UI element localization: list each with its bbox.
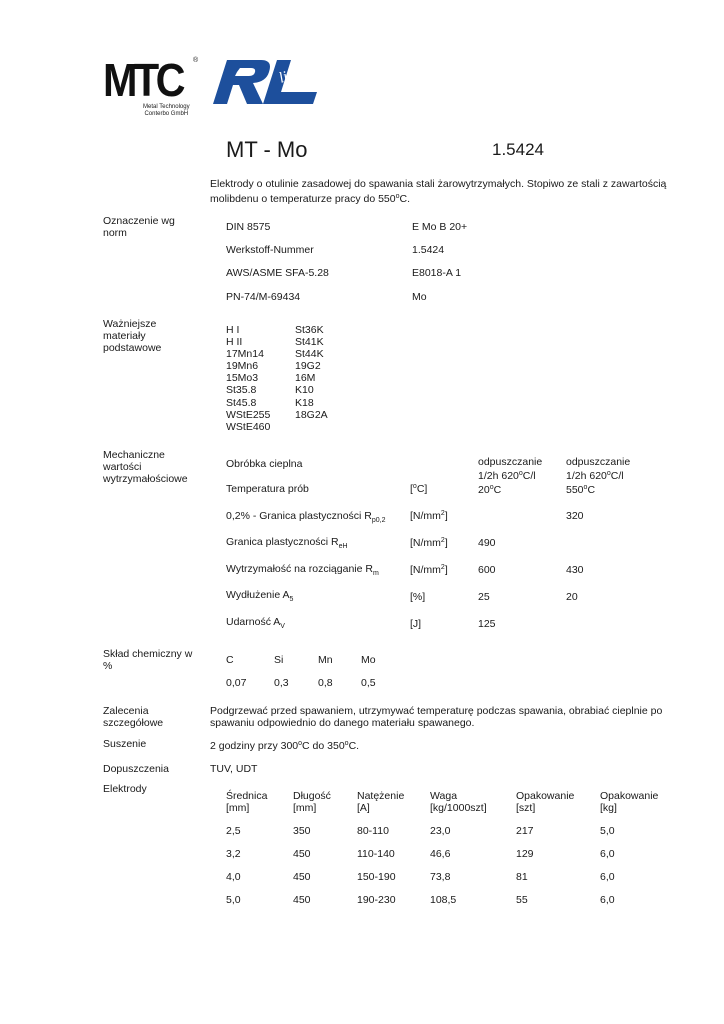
mechanical-row-unit (410, 564, 448, 577)
material-item: WStE460 (226, 420, 271, 433)
property-sub: p0,2 (371, 517, 386, 524)
electrodes-header (600, 790, 658, 814)
header-name: Waga (430, 790, 458, 802)
table-cell: 4,0 (226, 871, 241, 883)
property-name: 0,2% - Granica plastyczności R (226, 510, 372, 522)
description-line2 (210, 193, 410, 206)
electrodes-header (516, 790, 574, 814)
table-cell: 217 (516, 825, 534, 837)
material-item: 19Mn6 (226, 360, 259, 373)
material-item: 15Mo3 (226, 372, 259, 385)
mechanical-row-name (226, 510, 386, 523)
chemical-label: Skład chemiczny w % (103, 648, 193, 672)
materials-label: Ważniejsze materiały podstawowe (103, 318, 162, 354)
header-name: Opakowanie (516, 790, 575, 802)
table-cell: 3,2 (226, 848, 241, 860)
standard-name: Werkstoff-Nummer (226, 244, 314, 256)
header-unit: [mm] (226, 802, 250, 814)
col2-head-line3 (566, 483, 630, 497)
rl-logo-graphic (209, 56, 319, 108)
col2-head-unit: C (587, 484, 596, 496)
material-item: St41K (295, 336, 324, 349)
material-item: 19G2 (295, 360, 321, 373)
electrodes-header (226, 790, 267, 814)
mechanical-label: Mechaniczne wartości wytrzymałościowe (103, 449, 188, 485)
degree-sup: o (412, 483, 417, 490)
material-item: 16M (295, 372, 316, 385)
property-name: Wytrzymałość na rozciąganie R (226, 563, 373, 575)
materials-col2 (295, 324, 328, 421)
col2-head-line2 (566, 469, 630, 483)
col1-head-line2 (478, 469, 542, 483)
mechanical-row-unit (410, 537, 448, 550)
material-item: K18 (295, 396, 314, 409)
mechanical-row-v2: 430 (566, 564, 584, 576)
element-symbol: Mo (361, 654, 376, 666)
degree-sup: o (583, 484, 588, 491)
mechanical-row-name (226, 563, 379, 576)
degree-sup: o (606, 470, 611, 477)
registered-mark: ® (193, 57, 199, 64)
table-cell: 108,5 (430, 894, 457, 906)
property-sub: m (372, 570, 379, 577)
material-item: WStE255 (226, 408, 271, 421)
table-cell: 6,0 (600, 848, 615, 860)
material-item: H II (226, 336, 243, 349)
table-cell: 2,5 (226, 825, 241, 837)
table-cell: 73,8 (430, 871, 451, 883)
standard-value: E Mo B 20+ (412, 221, 468, 233)
mechanical-row-name (226, 536, 348, 549)
description-text-end: C. (399, 193, 411, 205)
mechanical-row-v1: 25 (478, 591, 490, 603)
table-cell: 5,0 (600, 825, 615, 837)
unit-text: [N/mm (410, 564, 441, 576)
material-item: 18G2A (295, 408, 328, 421)
table-cell: 190-230 (357, 894, 396, 906)
standard-name: PN-74/M-69434 (226, 291, 301, 303)
drying-text-c: C. (348, 740, 360, 752)
mechanical-row-unit (410, 591, 425, 604)
material-item: St44K (295, 348, 324, 361)
electrodes-header (430, 790, 487, 814)
material-item: St35.8 (226, 384, 257, 397)
property-sub: eH (338, 543, 348, 550)
col1-head-text-end: C/l (522, 470, 536, 482)
standard-name: DIN 8575 (226, 221, 271, 233)
heat-treatment-label: Obróbka cieplna (226, 458, 303, 470)
electrodes-header (357, 790, 404, 814)
unit-sup: 2 (440, 510, 445, 517)
element-symbol: C (226, 654, 234, 666)
table-cell: 46,6 (430, 848, 451, 860)
electrodes-label: Elektrody (103, 783, 147, 795)
col1-head-temp: 20 (478, 484, 490, 496)
description-line1: Elektrody o otulinie zasadowej do spawania stali żarowytrzymałych. Stopiwo ze stali z zawartością (210, 178, 667, 190)
element-value: 0,3 (274, 677, 289, 689)
unit-text: [N/mm (410, 537, 441, 549)
header-unit: [kg] (600, 802, 617, 814)
rl-logo-text: line (276, 64, 304, 87)
property-sub: V (280, 623, 285, 630)
mechanical-row-v1: 600 (478, 564, 496, 576)
product-code: 1.5424 (492, 140, 544, 159)
degree-sup: o (344, 740, 349, 747)
unit-text: [J] (410, 618, 422, 630)
standard-value: 1.5424 (412, 244, 445, 256)
header-name: Opakowanie (600, 790, 659, 802)
table-cell: 450 (293, 848, 311, 860)
drying-label: Suszenie (103, 738, 147, 750)
electrodes-header (293, 790, 331, 814)
element-value: 0,5 (361, 677, 376, 689)
col2-head-text: 1/2h 620 (566, 470, 607, 482)
approvals-label: Dopuszczenia (103, 763, 169, 775)
description-text: molibdenu o temperaturze pracy do 550 (210, 193, 396, 205)
header-unit: [mm] (293, 802, 317, 814)
col1-head-line1: odpuszczanie (478, 456, 543, 468)
mechanical-row-unit (410, 618, 421, 631)
mtc-logo-text: MTC (103, 54, 182, 106)
recommendations-line1: Podgrzewać przed spawaniem, utrzymywać temperaturę podczas spawania, obrabiać cieplnie po (210, 705, 663, 717)
recommendations-label: Zalecenia szczegółowe (103, 705, 164, 729)
mechanical-row-name (226, 616, 285, 629)
table-cell: 129 (516, 848, 534, 860)
drying-text (210, 740, 359, 753)
rl-line-logo (209, 56, 319, 108)
header-name: Średnica (226, 790, 268, 802)
table-cell: 450 (293, 894, 311, 906)
degree-sup: o (489, 484, 494, 491)
table-cell: 81 (516, 871, 528, 883)
mechanical-row-v2: 320 (566, 510, 584, 522)
element-symbol: Mn (318, 654, 333, 666)
col1-head-unit: C (493, 484, 502, 496)
unit-text: [N/mm (410, 510, 441, 522)
element-value: 0,8 (318, 677, 333, 689)
table-cell: 55 (516, 894, 528, 906)
mechanical-row-unit (410, 510, 448, 523)
drying-text-b: C do 350 (302, 740, 345, 752)
header-name: Natężenie (357, 790, 405, 802)
element-symbol: Si (274, 654, 284, 666)
mtc-logo (103, 54, 199, 123)
element-value: 0,07 (226, 677, 247, 689)
material-item: K10 (295, 384, 314, 397)
table-cell: 450 (293, 871, 311, 883)
standard-value: Mo (412, 291, 427, 303)
mechanical-row-v1: 125 (478, 618, 496, 630)
test-temperature-unit (410, 483, 427, 496)
header-unit: [A] (357, 802, 370, 814)
col2-head-temp: 550 (566, 484, 584, 496)
header-unit: [kg/1000szt] (430, 802, 487, 814)
unit-sup: 2 (440, 537, 445, 544)
table-cell: 5,0 (226, 894, 241, 906)
material-item: 17Mn14 (226, 348, 264, 361)
unit-open: [ (410, 483, 413, 495)
recommendations-line2: spawaniu odpowiednio do danego materiału spawanego. (210, 717, 475, 729)
table-cell: 6,0 (600, 894, 615, 906)
mechanical-row-name (226, 589, 293, 602)
degree-sup: o (298, 740, 303, 747)
unit-text: [%] (410, 591, 426, 603)
heat-treatment-col2-header (566, 455, 630, 497)
unit-end: ] (444, 510, 448, 522)
material-item: St45.8 (226, 396, 257, 409)
property-name: Wydłużenie A (226, 589, 290, 601)
col2-head-text-end: C/l (610, 470, 624, 482)
mtc-subtitle-line1: Metal Technology (143, 104, 190, 110)
degree-sup: o (518, 470, 523, 477)
col2-head-line1: odpuszczanie (566, 456, 631, 468)
standards-label: Oznaczenie wg norm (103, 215, 175, 239)
table-cell: 110-140 (357, 848, 395, 860)
unit-end: ] (444, 537, 448, 549)
standard-name: AWS/ASME SFA-5.28 (226, 267, 329, 279)
mechanical-row-v2: 20 (566, 591, 578, 603)
degree-sup: o (395, 193, 400, 200)
table-cell: 350 (293, 825, 311, 837)
table-cell: 150-190 (357, 871, 396, 883)
heat-treatment-col1-header (478, 455, 542, 497)
mechanical-row-v1: 490 (478, 537, 496, 549)
header-name: Długość (293, 790, 331, 802)
header-unit: [szt] (516, 802, 536, 814)
materials-col1 (226, 324, 270, 433)
approvals-value: TUV, UDT (210, 763, 258, 775)
col1-head-text: 1/2h 620 (478, 470, 519, 482)
table-cell: 80-110 (357, 825, 389, 837)
standard-value: E8018-A 1 (412, 267, 462, 279)
property-name: Udarność A (226, 616, 281, 628)
unit-sup: 2 (440, 564, 445, 571)
unit-end: ] (444, 564, 448, 576)
material-item: St36K (295, 324, 324, 336)
mtc-logo-subtitle (143, 104, 190, 118)
unit-close: C] (416, 483, 428, 495)
test-temperature-label: Temperatura prób (226, 483, 309, 495)
product-title: MT - Mo (226, 137, 308, 162)
material-item: H I (226, 324, 240, 336)
property-name: Granica plastyczności R (226, 536, 339, 548)
col1-head-line3 (478, 483, 542, 497)
table-cell: 23,0 (430, 825, 451, 837)
drying-text-a: 2 godziny przy 300 (210, 740, 299, 752)
property-sub: 5 (289, 596, 294, 603)
mtc-subtitle-line2: Conterbo GmbH (144, 111, 189, 117)
table-cell: 6,0 (600, 871, 615, 883)
